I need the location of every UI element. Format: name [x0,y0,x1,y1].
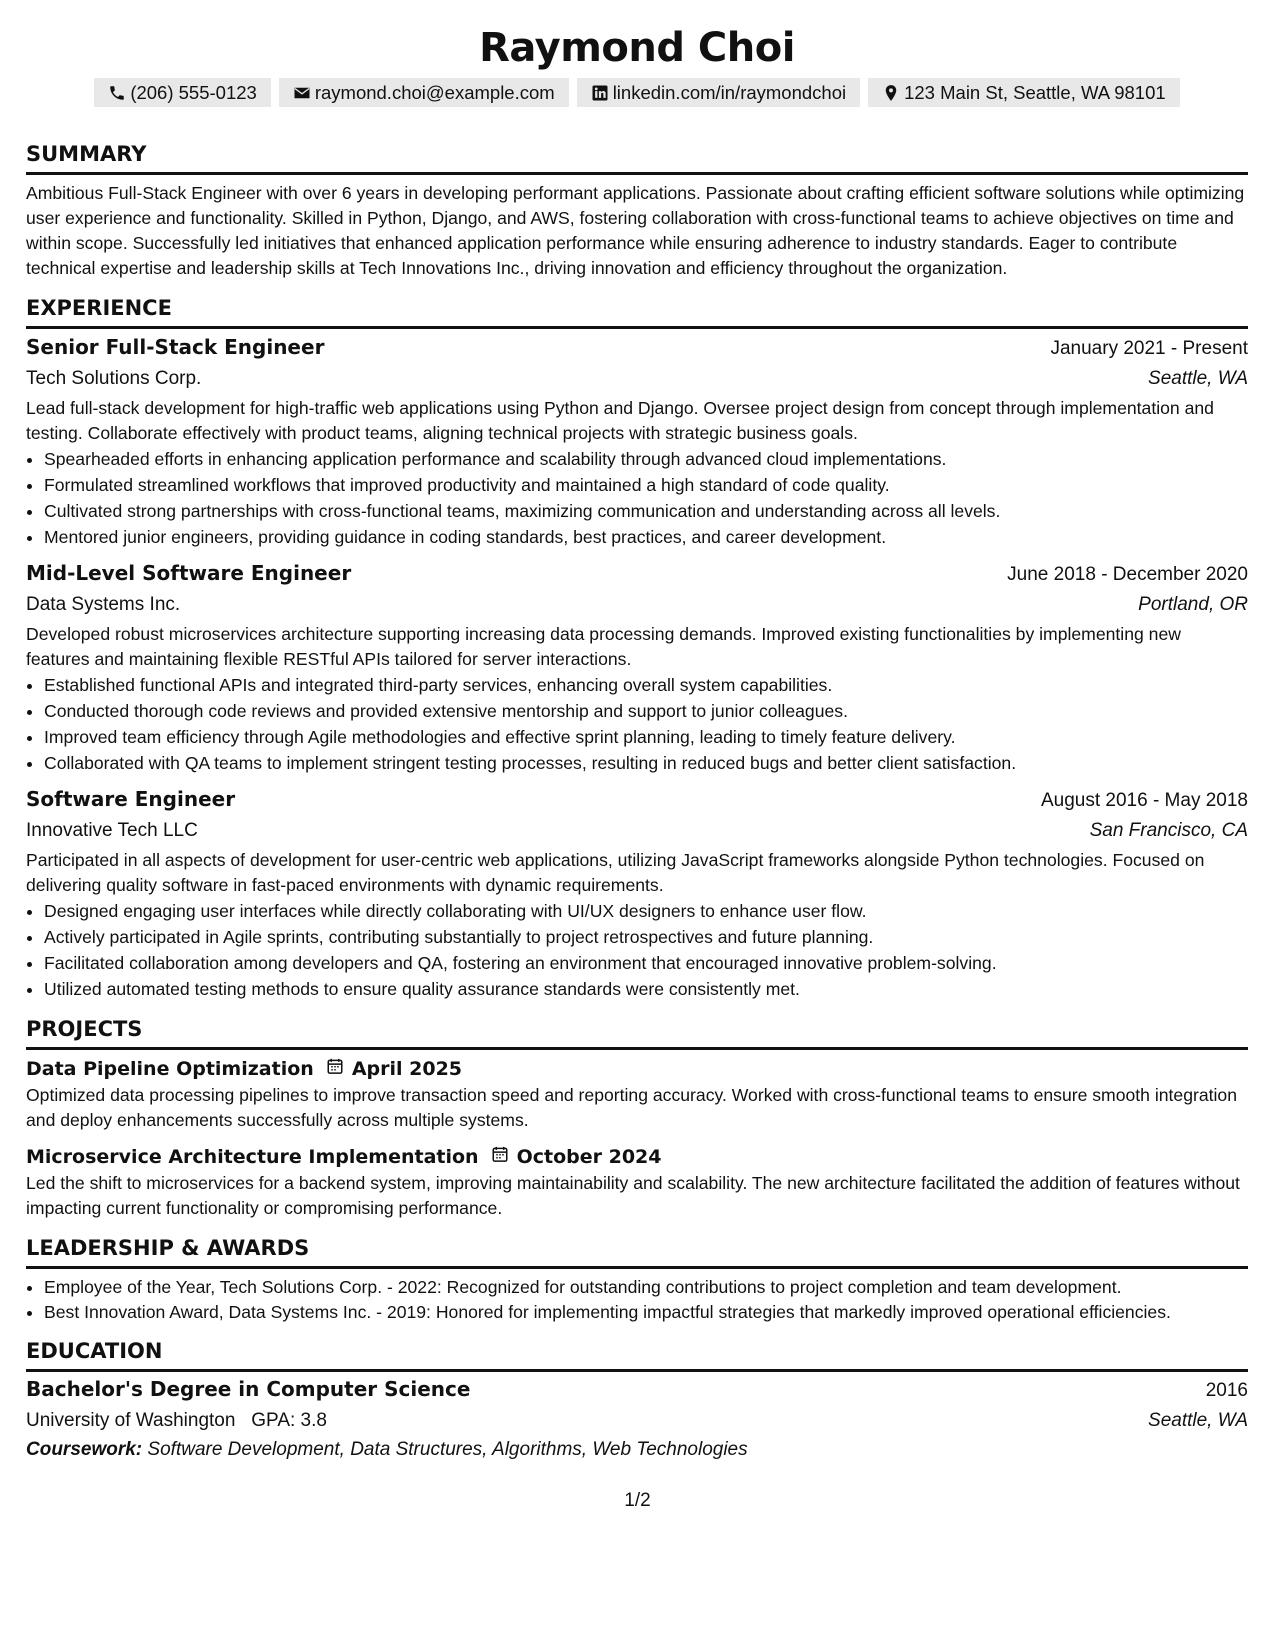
school-info [26,1406,327,1436]
job-bullets [26,446,1248,550]
list-item: • Employee of the Year, Tech Solutions Corp. - 2022: Recognized for outstanding contributions to project completion and team development. [44,1275,1248,1300]
contact-bar [26,78,1248,107]
awards-list [26,1275,1248,1324]
job-bullets [26,898,1248,1002]
project-title: Microservice Architecture Implementation [26,1146,479,1168]
experience-section [26,293,1248,1002]
list-item: • Best Innovation Award, Data Systems Inc. - 2019: Honored for implementing impactful strategies that markedly improved operational efficiencies. [44,1300,1248,1324]
phone-icon [108,84,126,102]
job-entry [26,332,1248,550]
phone-text: (206) 555-0123 [130,82,257,103]
coursework-label: Coursework: [26,1439,143,1460]
section-heading-education: EDUCATION [26,1336,1248,1372]
job-entry [26,784,1248,1002]
list-item: • Collaborated with QA teams to implement stringent testing processes, resulting in reduced bugs and better client satisfaction. [44,750,1248,776]
list-item: • Actively participated in Agile sprints, contributing substantially to project retrospectives and future planning. [44,924,1248,950]
list-item: • Improved team efficiency through Agile methodologies and effective sprint planning, leading to timely feature delivery. [44,724,1248,750]
job-subheader [26,364,1248,394]
education-header [26,1374,1248,1406]
calendar-icon [326,1055,344,1083]
linkedin-icon [591,84,609,102]
job-company: Data Systems Inc. [26,594,181,615]
project-description: Led the shift to microservices for a backend system, improving maintainability and scalability. The new architecture facilitated the addition of features without impacting current functionality or compromising performance. [26,1173,1240,1218]
project-date [326,1055,462,1083]
list-item: • Conducted thorough code reviews and provided extensive mentorship and support to junior colleagues. [44,698,1248,724]
gpa: GPA: 3.8 [251,1410,327,1431]
job-title: Software Engineer [26,787,236,811]
list-item: • Established functional APIs and integrated third-party services, enhancing overall system capabilities. [44,672,1248,698]
list-item: • Designed engaging user interfaces while directly collaborating with UI/UX designers to enhance user flow. [44,898,1248,924]
list-item: • Facilitated collaboration among developers and QA, fostering an environment that encouraged innovative problem-solving. [44,950,1248,976]
job-title: Senior Full-Stack Engineer [26,335,325,359]
education-subheader [26,1406,1248,1436]
linkedin-text: linkedin.com/in/raymondchoi [612,82,847,103]
graduation-year: 2016 [1205,1380,1248,1401]
list-item: • Spearheaded efforts in enhancing application performance and scalability through advanced cloud implementations. [44,446,1248,472]
job-bullets [26,672,1248,776]
leadership-section [26,1233,1248,1324]
project-title: Data Pipeline Optimization [26,1058,314,1080]
job-location: Seattle, WA [1148,368,1248,389]
list-item: • Formulated streamlined workflows that improved productivity and maintained a high standard of code quality. [44,472,1248,498]
envelope-icon [293,84,311,102]
job-subheader [26,590,1248,620]
education-section [26,1336,1248,1464]
project-description: Optimized data processing pipelines to improve transaction speed and reporting accuracy. Worked with cross-functional teams to ensure smooth integration and deploy enhancements successfully across multiple systems. [26,1085,1238,1130]
school-location: Seattle, WA [1148,1410,1248,1431]
job-location: Portland, OR [1138,594,1248,615]
contact-phone[interactable] [94,78,271,107]
coursework [26,1436,1248,1464]
section-heading-summary: SUMMARY [26,139,1248,175]
address-text: 123 Main St, Seattle, WA 98101 [904,82,1166,103]
project-header [26,1055,1248,1083]
job-title: Mid-Level Software Engineer [26,561,352,585]
job-description: Developed robust microservices architecture supporting increasing data processing demands. Improved existing functionalities by implementing new features and maintaining flexible RESTful APIs tailored for server interactions. [26,624,1181,669]
job-description: Lead full-stack development for high-traffic web applications using Python and Django. Oversee project design from concept through implementation and testing. Collaborate effectively with product teams, aligning technical projects with strategic business goals. [26,398,1214,443]
candidate-name: Raymond Choi [479,25,795,71]
list-item: • Mentored junior engineers, providing guidance in coding standards, best practices, and career development. [44,524,1248,550]
map-pin-icon [882,84,900,102]
school-name: University of Washington [26,1410,236,1431]
projects-section [26,1014,1248,1221]
job-dates: June 2018 - December 2020 [1007,564,1248,585]
job-header [26,784,1248,816]
list-item: • Utilized automated testing methods to ensure quality assurance standards were consistently met. [44,976,1248,1002]
job-header [26,332,1248,364]
section-heading-experience: EXPERIENCE [26,293,1248,329]
job-dates: January 2021 - Present [1050,338,1248,359]
project-header [26,1143,1248,1171]
summary-text: Ambitious Full-Stack Engineer with over 6 years in developing performant applications. Passionate about crafting efficient software solutions while optimizing user experience and functionality. Skilled in Python, Django, and AWS, fostering collaboration with cross-functional teams to achieve objectives on time and within scope. Successfully led initiatives that enhanced application performance while ensuring adherence to industry standards. Eager to contribute technical expertise and leadership skills at Tech Innovations Inc., driving innovation and efficiency throughout the organization. [26,183,1245,278]
project-date [491,1143,662,1171]
job-description: Participated in all aspects of development for user-centric web applications, utilizing JavaScript frameworks alongside Python technologies. Focused on delivering quality software in fast-paced environments with dynamic requirements. [26,850,1205,895]
job-entry [26,558,1248,776]
contact-linkedin[interactable] [577,78,860,107]
section-heading-projects: PROJECTS [26,1014,1248,1050]
job-company: Tech Solutions Corp. [26,368,202,389]
contact-email[interactable] [279,78,569,107]
project-date-text: April 2025 [351,1058,463,1080]
calendar-icon [491,1143,509,1171]
project-date-text: October 2024 [516,1146,662,1168]
job-dates: August 2016 - May 2018 [1040,790,1248,811]
job-location: San Francisco, CA [1089,820,1248,841]
list-item: • Cultivated strong partnerships with cross-functional teams, maximizing communication and understanding across all levels. [44,498,1248,524]
project-entry [26,1055,1248,1133]
contact-address[interactable] [868,78,1180,107]
job-header [26,558,1248,590]
coursework-list: Software Development, Data Structures, Algorithms, Web Technologies [147,1439,748,1460]
job-subheader [26,816,1248,846]
section-heading-leadership: LEADERSHIP & AWARDS [26,1233,1248,1269]
resume-page [26,20,1248,1464]
summary-section [26,139,1248,281]
degree-title: Bachelor's Degree in Computer Science [26,1377,471,1401]
job-company: Innovative Tech LLC [26,820,198,841]
email-text: raymond.choi@example.com [314,82,555,103]
page-number: 1/2 [624,1490,651,1511]
project-entry [26,1143,1248,1221]
